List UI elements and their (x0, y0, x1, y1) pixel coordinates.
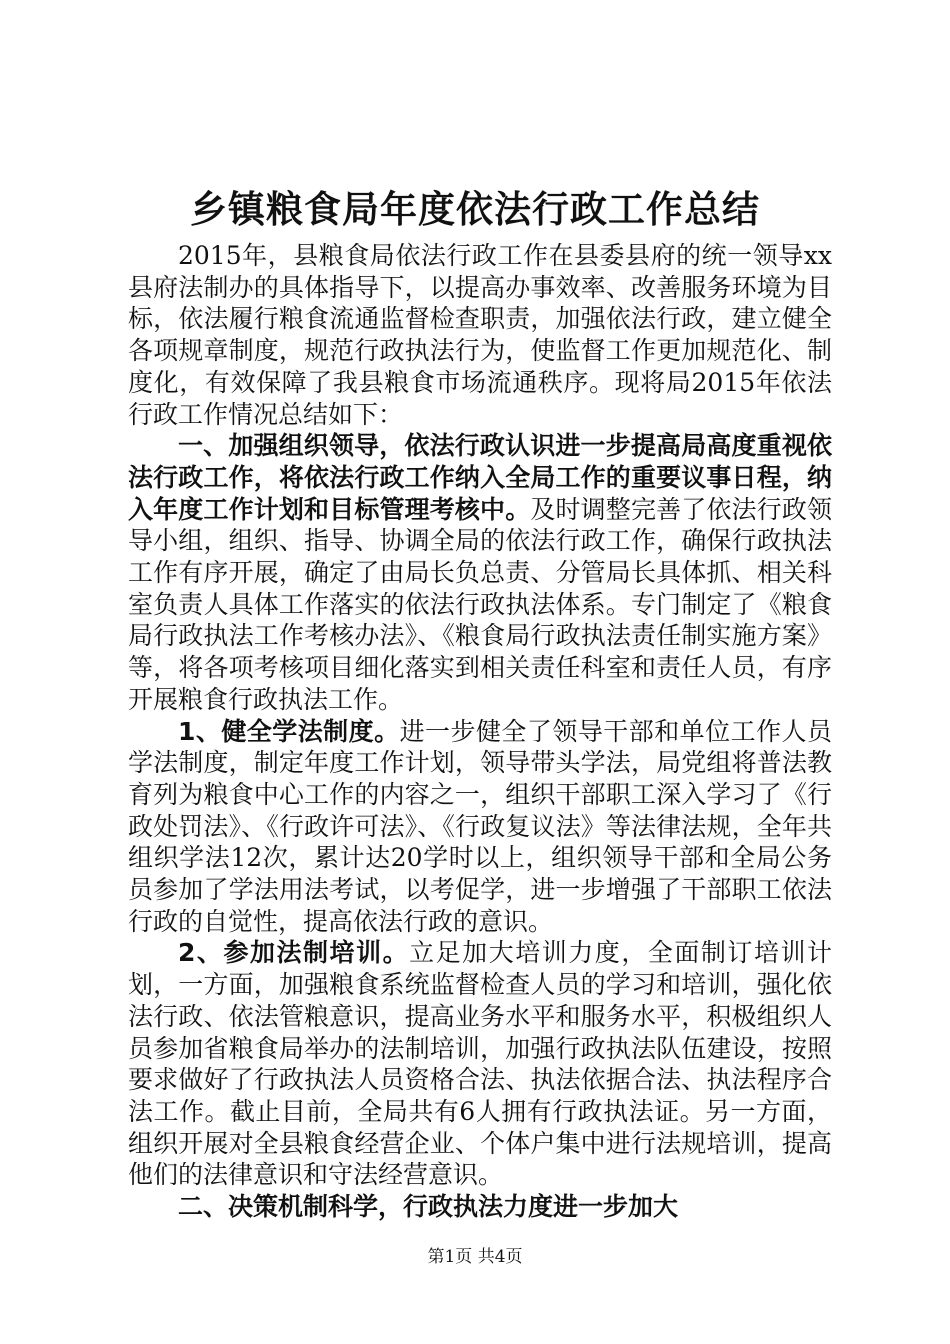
paragraph-text: 进一步健全了领导干部和单位工作人员学法制度，制定年度工作计划，领导带头学法，局党组将普法教育列为粮食中心工作的内容之一，组织干部职工深入学习了《行政处罚法》、《行政许可法》、《行政复议法》等法律法规，全年共组织学法12次，累计达20学时以上，组织领导干部和全局公务员参加了学法用法考试，以考促学，进一步增强了干部职工依法行政的自觉性，提高依法行政的意识。 (128, 716, 832, 936)
page-number: 第1页 共4页 (427, 1247, 523, 1267)
paragraph-item-1 (128, 716, 832, 938)
paragraph-heading: 2、参加法制培训。 (178, 938, 410, 968)
paragraph-heading: 1、健全学法制度。 (178, 716, 400, 746)
paragraph-item-2 (128, 937, 832, 1191)
paragraph-heading: 一、加强组织领导，依法行政认识进一步提高局高度重视依法行政工作，将依法行政工作纳入全局工作的重要议事日程，纳入年度工作计划和目标管理考核中。 (128, 431, 832, 524)
document-title: 乡镇粮食局年度依法行政工作总结 (190, 188, 760, 231)
paragraph-text: 2015年，县粮食局依法行政工作在县委县府的统一领导xx县府法制办的具体指导下，以提高办事效率、改善服务环境为目标，依法履行粮食流通监督检查职责，加强依法行政，建立健全各项规章制度，规范行政执法行为，使监督工作更加规范化、制度化，有效保障了我县粮食市场流通秩序。现将局2015年依法行政工作情况总结如下： (128, 241, 832, 429)
paragraph-intro (128, 240, 832, 430)
paragraph-section-one (128, 430, 832, 715)
paragraph-section-two (128, 1191, 832, 1223)
paragraph-text: 立足加大培训力度，全面制订培训计划，一方面，加强粮食系统监督检查人员的学习和培训，强化依法行政、依法管粮意识，提高业务水平和服务水平，积极组织人员参加省粮食局举办的法制培训，加强行政执法队伍建设，按照要求做好了行政执法人员资格合法、执法依据合法、执法程序合法工作。截止目前，全局共有6人拥有行政执法证。另一方面，组织开展对全县粮食经营企业、个体户集中进行法规培训，提高他们的法律意识和守法经营意识。 (128, 938, 832, 1190)
paragraph-text: 及时调整完善了依法行政领导小组，组织、指导、协调全局的依法行政工作，确保行政执法工作有序开展，确定了由局长负总责、分管局长具体抓、相关科室负责人具体工作落实的依法行政执法体系。专门制定了《粮食局行政执法工作考核办法》、《粮食局行政执法责任制实施方案》等，将各项考核项目细化落实到相关责任科室和责任人员，有序开展粮食行政执法工作。 (128, 494, 832, 714)
paragraph-heading: 二、决策机制科学，行政执法力度进一步加大 (178, 1192, 679, 1222)
document-body (128, 240, 832, 1223)
